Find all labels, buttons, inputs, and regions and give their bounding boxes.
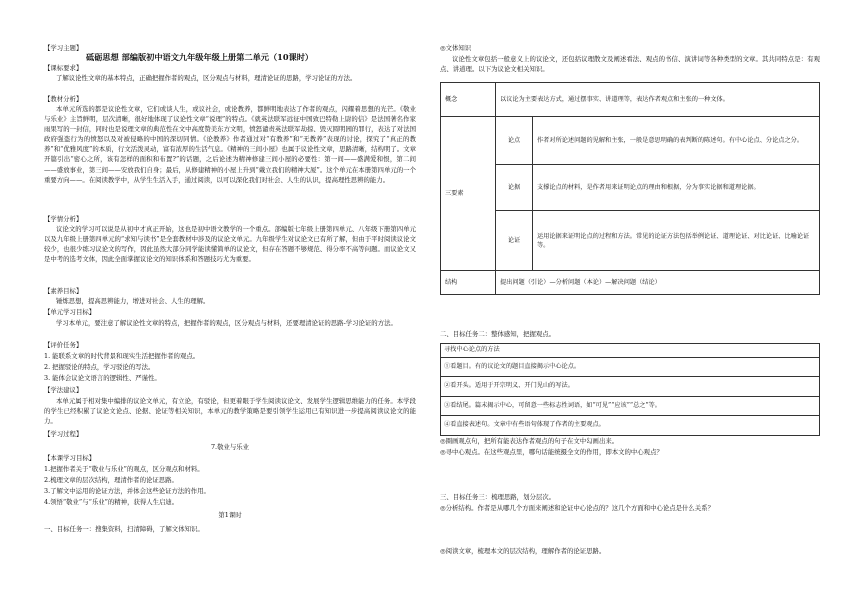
advice-text: 本单元属于相对集中编排的议论文单元，有立论，有驳论，但更着眼于学生阅读议论文、发展学生逻辑思维能力的任务。本学段的学生已经积累了议论文论点、论据、论证等相关知识，本单元的教学策略是要引领学生运用已有知识进一步提高阅读议论文的能力。 <box>44 397 416 426</box>
question-central-viewpoint: ◎寻中心观点。在这些观点里，哪句话能统摄全文的作用，即本文的中心观点？ <box>440 448 663 456</box>
method-box <box>440 343 820 436</box>
genre-table <box>440 82 820 295</box>
lesson-goal-item: 3.了解文中运用的论证方法，并体会这些论证方法的作用。 <box>44 487 210 495</box>
lesson-goal-item: 1.把握作者关于“敬业与乐业”的观点，区分观点和材料。 <box>44 465 204 473</box>
question-circle-viewpoints: ◎圈画观点句，把所有能表达作者观点的句子在文中勾画出来。 <box>440 437 619 445</box>
argument-text: 运用论据来证明论点的过程和方法。常见的论证方法包括举例论证、道理论证、对比论证、比喻论证等。 <box>533 211 820 271</box>
task-one: 一、目标任务一：搜集资料，扫清障碍，了解文体知识。 <box>44 525 204 533</box>
question-read-structure: ◎阅读文章，梳理本文的层次结构，理解作者的论证思路。 <box>440 547 606 555</box>
concept-text: 以议论为主要表达方式，通过摆事实、讲道理等，表达作者观点和主张的一种文体。 <box>496 83 820 117</box>
lesson-goal-item: 2.梳理文章的层次结构，理清作者的论证思路。 <box>44 476 178 484</box>
method-item: ①看题目。有的议论文的题目直接揭示中心论点。 <box>441 358 819 378</box>
study-theme-label: 【学习主题】 <box>44 44 83 52</box>
structure-text: 提出问题（引论）—分析问题（本论）—解决问题（结论） <box>496 271 820 295</box>
unit-goal-text: 学习本单元，要注意了解议论性文章的特点，把握作者的观点，区分观点与材料，还要理清论证的思路-学习论证的方法。 <box>56 319 397 327</box>
thesis-text: 作者对所论述问题的见解和主张，一般是意思明确的表判断的陈述句。有中心论点、分论点之分。 <box>533 117 820 165</box>
eval-label: 【评价任务】 <box>44 341 83 349</box>
period-label: 第1课时 <box>218 511 242 519</box>
evidence-label: 论据 <box>496 165 533 211</box>
literacy-text: 锤炼思想，提高思辨能力，增进对社会、人生的理解。 <box>56 297 210 305</box>
advice-label: 【学法建议】 <box>44 386 83 394</box>
textbook-text: 本单元所选的都是议论性文章，它们或谈人生，或议社会，或论教养，都鲜明地表达了作者的观点，闪耀着思想的光芒。《敬业与乐业》主旨鲜明，层次清晰，很好地体现了议论性文章“说理”的特点。《就英法联军远征中国致巴特勒上尉的信》是法国著名作家雨果写的一封信，同时也是说理文章的典范性在文中高度赞美东方文明，愤怒谴责英法联军劫掠、毁灭圆明园的罪行，表达了对法国政府强盗行为的愤怒以及对被侵略的中国的深切同情。《论教养》作者通过对“有教养”和“无教养”表现的讨论，探究了“真正的教养”和“优雅风度”的本质，行文活泼灵动，富有浓厚的生活气息。《精神的三间小屋》也属于议论性文章，思路清晰，结构明了。文章开篇引出“密心之所，该有怎样的面积和布置?”的话题，之后论述为精神修建三间小屋的必要性：第一间——盛满爱和恨，第二间——盛放事业，第三间——安放我们自身；最后，从修建精神的小屋上升到“戴立我们的精神大厦”。这个单元在本册第四单元的一个重要方向——。在阅读教学中，从学生生活入手，通过阅读，以可以深化我们对社会、人生的认识，提高理性思辨的能力。 <box>44 105 416 184</box>
question-analyze-structure: ◎分析结构。作者是从哪几个方面来阐述和论证中心论点的？这几个方面和中心论点是什么关系？ <box>440 504 714 512</box>
genre-intro: 议论性文章包括一般意义上的议论文，还包括议理散文及阐述看法、观点的书信、演讲词等各种类型的文章。其共同特点是：有观点、讲道理。以下为议论文相关知识。 <box>440 55 820 74</box>
method-item: ②看开头。适用于开宗明义、开门见山的写法。 <box>441 377 819 397</box>
lesson-goal-label: 【本课学习目标】 <box>44 454 96 462</box>
lesson-goal-item: 4.领悟“敬业”与“乐业”的精神，获得人生启迪。 <box>44 498 179 506</box>
eval-item: 1. 能联系文章的时代背景和现实生活把握作者的观点。 <box>44 352 200 360</box>
method-item: ④看直接表述句。文章中有些语句体现了作者的主要观点。 <box>444 421 605 429</box>
task-two: 二、目标任务二：整体感知，把握观点。 <box>440 330 556 338</box>
argument-label: 论证 <box>496 211 533 271</box>
eval-item: 3. 能体会议论文语言的逻辑性、严谨性。 <box>44 374 161 382</box>
concept-label: 概念 <box>441 83 496 117</box>
elements-label: 三要素 <box>441 117 496 271</box>
thesis-label: 论点 <box>496 117 533 165</box>
eval-item: 2. 把握驳论的特点，学习驳论的写法。 <box>44 363 155 371</box>
process-label: 【学习过程】 <box>44 430 83 438</box>
evidence-text: 支撑论点的材料，是作者用来证明论点的理由和根据，分为事实论据和道理论据。 <box>533 165 820 211</box>
curriculum-label: 【课标要求】 <box>44 64 83 72</box>
curriculum-text: 了解议论性文章的基本特点，正确把握作者的观点，区分观点与材料，理清论证的思路，学习论证的方法。 <box>56 74 357 82</box>
task-three: 三、目标任务三：梳理思路，划分层次。 <box>440 493 556 501</box>
method-box-header: 寻找中心论点的方法 <box>441 344 819 358</box>
method-item: ③看结尾。篇末揭示中心，可留意一些标志性词语，如“可见”“应该”“总之”等。 <box>441 397 819 417</box>
lesson-title: 7.敬业与乐业 <box>210 443 250 451</box>
unit-goal-label: 【单元学习目标】 <box>44 308 96 316</box>
learner-label: 【学情分析】 <box>44 215 83 223</box>
literacy-label: 【素养目标】 <box>44 287 83 295</box>
textbook-label: 【教材分析】 <box>44 95 83 103</box>
document-title: 砥砺思想 部编版初中语文九年级年级上册第二单元（10课时） <box>86 52 314 62</box>
structure-label: 结构 <box>441 271 496 295</box>
learner-text: 议论文的学习可以说是从初中才真正开始，这也是初中语文教学的一个重点。部编版七年级上册第四单元、八年级下册第四单元以及九年级上册第四单元的“求知与读书”是全套教材中涉及的议论文单元。九年级学生对议论文已有所了解，但由于平时阅读议论文较少，也很少练习议论文的写作，因此虽然大部分同学能读懂简单的议论文，但存在答题不够规范、得分率不高等问题。而议论文又是中考的选考文体，因此全面掌握议论文的知识体系和答题技巧尤为重要。 <box>44 225 416 264</box>
genre-header: ◎文体知识 <box>440 44 472 52</box>
